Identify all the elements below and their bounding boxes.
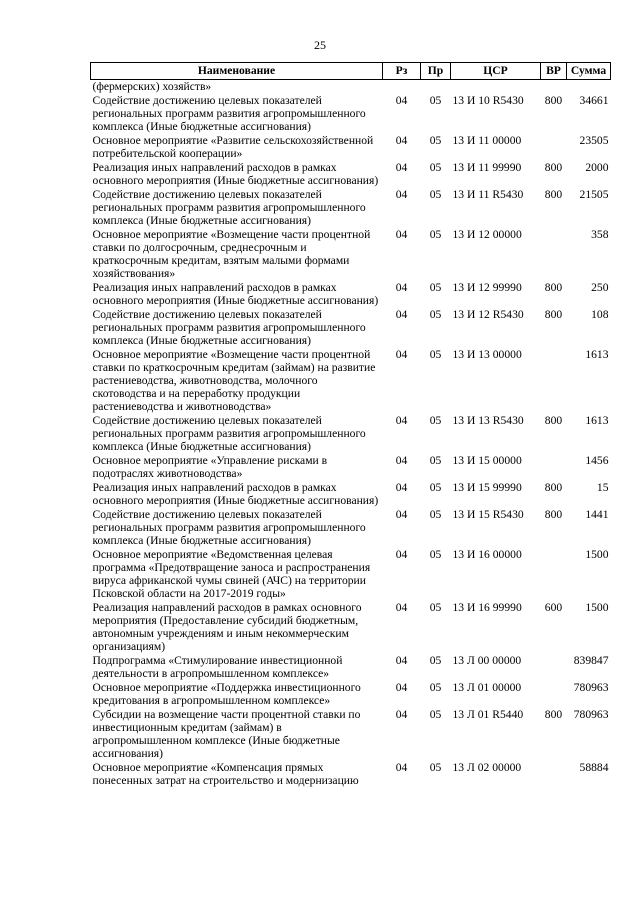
cell-vr bbox=[541, 348, 567, 414]
cell-csr: 13 Л 02 00000 bbox=[452, 761, 522, 774]
cell-vr: 800 bbox=[544, 188, 563, 201]
cell-rz: 04 bbox=[395, 454, 408, 467]
table-row bbox=[91, 228, 611, 281]
cell-name: Основное мероприятие «Компенсация прямых понесенных затрат на строительство и модернизацию bbox=[92, 761, 359, 787]
table-row bbox=[91, 708, 611, 761]
cell-pr: 05 bbox=[429, 601, 442, 614]
cell-csr: 13 И 11 00000 bbox=[452, 134, 522, 147]
cell-name: Основное мероприятие «Возмещение части процентной ставки по краткосрочным кредитам (займам) на развитие растениеводства, животноводства, молочного скотоводства и на переработку продукции растениеводства и животноводства» bbox=[92, 348, 376, 413]
cell-csr: 13 Л 01 00000 bbox=[452, 681, 522, 694]
cell-vr: 800 bbox=[544, 708, 563, 721]
cell-pr: 05 bbox=[429, 414, 442, 427]
cell-vr bbox=[541, 134, 567, 161]
cell-csr: 13 И 12 00000 bbox=[452, 228, 522, 241]
cell-rz: 04 bbox=[395, 281, 408, 294]
cell-sum: 2000 bbox=[585, 161, 609, 174]
cell-vr: 800 bbox=[544, 161, 563, 174]
cell-vr: 800 bbox=[544, 481, 563, 494]
table-row bbox=[91, 281, 611, 308]
table-header-row bbox=[91, 63, 611, 80]
cell-csr: 13 И 15 99990 bbox=[452, 481, 522, 494]
cell-vr: 600 bbox=[544, 601, 563, 614]
cell-csr: 13 И 16 99990 bbox=[452, 601, 522, 614]
cell-name: Основное мероприятие «Управление рисками в подотраслях животноводства» bbox=[92, 454, 328, 480]
cell-csr: 13 И 12 99990 bbox=[452, 281, 522, 294]
table-row bbox=[91, 508, 611, 548]
header-csr: ЦСР bbox=[451, 63, 541, 80]
cell-sum: 34661 bbox=[579, 94, 609, 107]
cell-vr: 800 bbox=[544, 281, 563, 294]
cell-pr: 05 bbox=[429, 708, 442, 721]
cell-rz: 04 bbox=[395, 414, 408, 427]
table-row bbox=[91, 681, 611, 708]
cell-pr: 05 bbox=[429, 681, 442, 694]
cell-pr: 05 bbox=[429, 281, 442, 294]
cell-name: Реализация иных направлений расходов в рамках основного мероприятия (Иные бюджетные ассигнования) bbox=[92, 481, 379, 507]
cell-vr: 800 bbox=[544, 508, 563, 521]
cell-pr: 05 bbox=[429, 94, 442, 107]
table-row bbox=[91, 654, 611, 681]
table-row bbox=[91, 134, 611, 161]
cell-vr bbox=[541, 454, 567, 481]
cell-csr: 13 И 16 00000 bbox=[452, 548, 522, 561]
table-row bbox=[91, 454, 611, 481]
table-row bbox=[91, 548, 611, 601]
cell-rz: 04 bbox=[395, 654, 408, 667]
cell-vr bbox=[541, 548, 567, 601]
cell-sum: 1613 bbox=[585, 348, 609, 361]
header-sum: Сумма bbox=[567, 63, 611, 80]
cell-rz: 04 bbox=[395, 601, 408, 614]
cell-pr: 05 bbox=[429, 481, 442, 494]
cell-rz: 04 bbox=[395, 161, 408, 174]
cell-sum: 780963 bbox=[573, 681, 609, 694]
cell-name: Основное мероприятие «Поддержка инвестиционного кредитования в агропромышленном комплексе» bbox=[92, 681, 361, 707]
cell-sum: 358 bbox=[591, 228, 609, 241]
cell-name: Реализация направлений расходов в рамках основного мероприятия (Предоставление субсидий бюджетным, автономным учреждениям и иным некоммерческим организациям) bbox=[92, 601, 362, 653]
cell-rz: 04 bbox=[395, 348, 408, 361]
cell-vr bbox=[541, 681, 567, 708]
cell-pr: 05 bbox=[429, 308, 442, 321]
cell-vr: 800 bbox=[544, 414, 563, 427]
table-body bbox=[91, 80, 611, 789]
cell-csr: 13 И 11 R5430 bbox=[452, 188, 524, 201]
cell-rz: 04 bbox=[395, 481, 408, 494]
cell-rz: 04 bbox=[395, 308, 408, 321]
cell-sum: 1500 bbox=[585, 548, 609, 561]
cell-csr: 13 Л 00 00000 bbox=[452, 654, 522, 667]
cell-rz: 04 bbox=[395, 134, 408, 147]
cell-rz: 04 bbox=[395, 681, 408, 694]
cell-name: Субсидии на возмещение части процентной ставки по инвестиционным кредитам (займам) в агропромышленном комплексе (Иные бюджетные ассигнования) bbox=[92, 708, 361, 760]
cell-name: Содействие достижению целевых показателей региональных программ развития агропромышленного комплекса (Иные бюджетные ассигнования) bbox=[92, 188, 366, 227]
table-row bbox=[91, 601, 611, 654]
cell-name: Содействие достижению целевых показателей региональных программ развития агропромышленного комплекса (Иные бюджетные ассигнования) bbox=[92, 308, 366, 347]
cell-sum: 21505 bbox=[579, 188, 609, 201]
cell-sum: 23505 bbox=[579, 134, 609, 147]
cell-csr: 13 И 12 R5430 bbox=[452, 308, 524, 321]
cell-sum: 108 bbox=[591, 308, 609, 321]
cell-pr: 05 bbox=[429, 548, 442, 561]
cell-csr: 13 И 10 R5430 bbox=[452, 94, 524, 107]
cell-pr: 05 bbox=[429, 654, 442, 667]
cell-csr: 13 И 11 99990 bbox=[452, 161, 522, 174]
cell-csr: 13 И 15 R5430 bbox=[452, 508, 524, 521]
cell-name: Содействие достижению целевых показателей региональных программ развития агропромышленного комплекса (Иные бюджетные ассигнования) bbox=[92, 94, 366, 133]
cell-name: Подпрограмма «Стимулирование инвестиционной деятельности в агропромышленном комплексе» bbox=[92, 654, 343, 680]
table-row bbox=[91, 161, 611, 188]
cell-vr bbox=[541, 228, 567, 281]
cell-rz: 04 bbox=[395, 548, 408, 561]
cell-rz: 04 bbox=[395, 761, 408, 774]
cell-sum: 250 bbox=[591, 281, 609, 294]
cell-pr: 05 bbox=[429, 134, 442, 147]
table-row bbox=[91, 414, 611, 454]
cell-sum: 15 bbox=[596, 481, 609, 494]
cell-pr: 05 bbox=[429, 161, 442, 174]
header-pr: Пр bbox=[421, 63, 451, 80]
cell-vr bbox=[541, 80, 567, 95]
cell-rz bbox=[383, 80, 421, 95]
cell-name: Основное мероприятие «Возмещение части процентной ставки по долгосрочным, среднесрочным и краткосрочным кредитам, взятым малыми формами хозяйствования» bbox=[92, 228, 371, 280]
cell-csr: 13 И 13 R5430 bbox=[452, 414, 524, 427]
cell-sum: 780963 bbox=[573, 708, 609, 721]
cell-vr bbox=[541, 654, 567, 681]
header-name: Наименование bbox=[91, 63, 383, 80]
cell-pr: 05 bbox=[429, 188, 442, 201]
cell-sum: 1441 bbox=[585, 508, 609, 521]
cell-csr: 13 И 13 00000 bbox=[452, 348, 522, 361]
cell-pr: 05 bbox=[429, 761, 442, 774]
cell-vr: 800 bbox=[544, 94, 563, 107]
cell-csr: 13 Л 01 R5440 bbox=[452, 708, 524, 721]
cell-sum: 1613 bbox=[585, 414, 609, 427]
cell-pr bbox=[421, 80, 451, 95]
cell-vr: 800 bbox=[544, 308, 563, 321]
table-row bbox=[91, 348, 611, 414]
budget-table bbox=[90, 62, 611, 788]
cell-rz: 04 bbox=[395, 508, 408, 521]
cell-name: Содействие достижению целевых показателей региональных программ развития агропромышленного комплекса (Иные бюджетные ассигнования) bbox=[92, 414, 366, 453]
cell-pr: 05 bbox=[429, 348, 442, 361]
cell-rz: 04 bbox=[395, 188, 408, 201]
cell-csr bbox=[451, 80, 541, 95]
cell-rz: 04 bbox=[395, 228, 408, 241]
cell-pr: 05 bbox=[429, 508, 442, 521]
header-rz: Рз bbox=[383, 63, 421, 80]
header-vr: ВР bbox=[541, 63, 567, 80]
cell-pr: 05 bbox=[429, 454, 442, 467]
cell-name: Основное мероприятие «Развитие сельскохозяйственной потребительской кооперации» bbox=[92, 134, 374, 160]
cell-name: Реализация иных направлений расходов в рамках основного мероприятия (Иные бюджетные ассигнования) bbox=[92, 281, 379, 307]
cell-sum: 839847 bbox=[573, 654, 609, 667]
page-number: 25 bbox=[314, 38, 326, 52]
table-row bbox=[91, 188, 611, 228]
cell-name: Содействие достижению целевых показателей региональных программ развития агропромышленного комплекса (Иные бюджетные ассигнования) bbox=[92, 508, 366, 547]
cell-rz: 04 bbox=[395, 94, 408, 107]
table-row bbox=[91, 80, 611, 95]
cell-sum bbox=[567, 80, 611, 95]
table-row bbox=[91, 94, 611, 134]
cell-name: Реализация иных направлений расходов в рамках основного мероприятия (Иные бюджетные ассигнования) bbox=[92, 161, 379, 187]
cell-sum: 58884 bbox=[579, 761, 609, 774]
cell-sum: 1456 bbox=[585, 454, 609, 467]
cell-pr: 05 bbox=[429, 228, 442, 241]
cell-vr bbox=[541, 761, 567, 788]
cell-rz: 04 bbox=[395, 708, 408, 721]
cell-csr: 13 И 15 00000 bbox=[452, 454, 522, 467]
table-row bbox=[91, 761, 611, 788]
cell-sum: 1500 bbox=[585, 601, 609, 614]
table-row bbox=[91, 481, 611, 508]
cell-name: Основное мероприятие «Ведомственная целевая программа «Предотвращение заноса и распространения вируса африканской чумы свиней (АЧС) на территории Псковской области на 2017-2019 годы» bbox=[92, 548, 371, 600]
cell-name: (фермерских) хозяйств» bbox=[92, 80, 212, 93]
table-row bbox=[91, 308, 611, 348]
